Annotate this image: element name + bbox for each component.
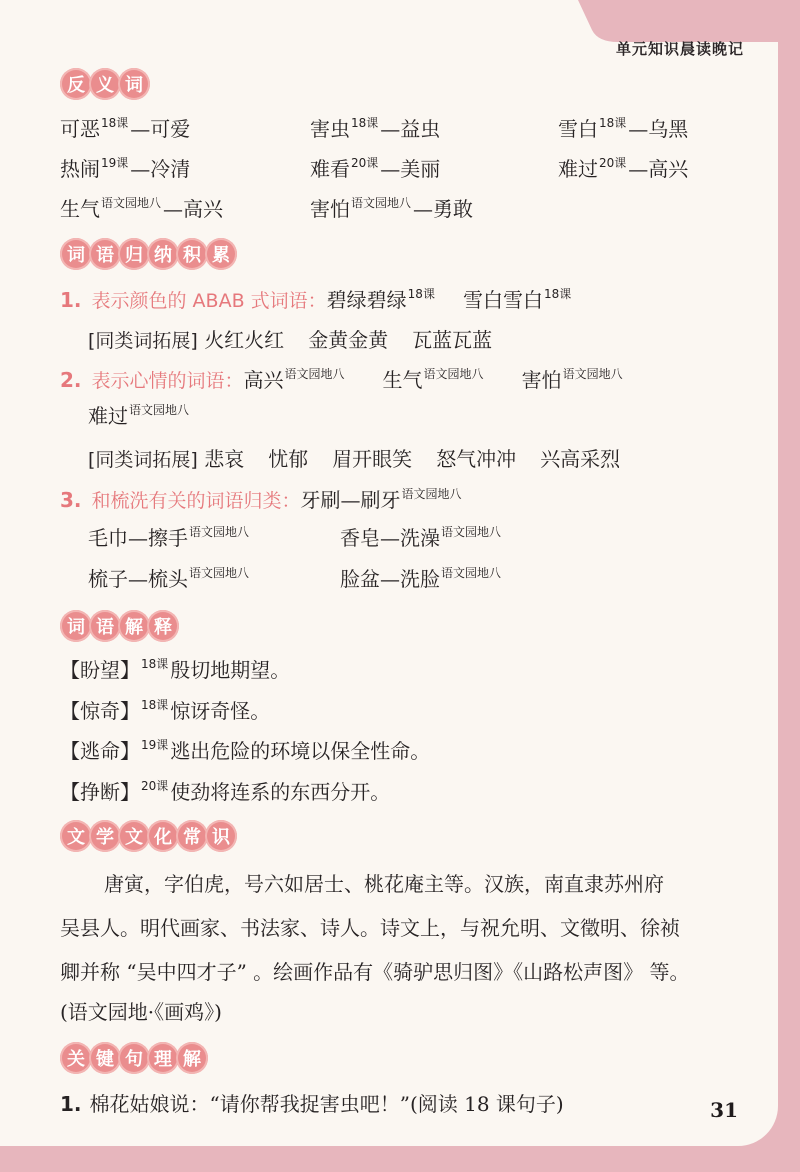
antonym-pair: 难看$^{20课}$ —美丽: [310, 156, 441, 181]
definition-entry: 【盼望】$^{18课}$ 殷切地期望。: [60, 657, 291, 682]
list-item-washing: 3. 和梳洗有关的词语归类：牙刷—刷牙$^{语文园地八}$: [60, 487, 462, 512]
section-title-literature: 文 学 文 化 常 识: [60, 820, 234, 852]
antonym-pair: 难过$^{20课}$ —高兴: [558, 156, 689, 181]
antonym-pair: 害怕$^{语文园地八}$ —勇敢: [310, 196, 474, 221]
antonym-pair: 可恶$^{18课}$ —可爱: [60, 116, 191, 141]
paragraph-line: 卿并称 “吴中四才子” 。绘画作品有《骑驴思归图》《山路松声图》 等。: [60, 960, 690, 984]
section-title-key-sentences: 关 键 句 理 解: [60, 1042, 205, 1074]
antonym-pair: 害虫$^{18课}$ —益虫: [310, 116, 441, 141]
extension-colors: [同类词拓展] 火红火红 金黄金黄 瓦蓝瓦蓝: [88, 328, 493, 352]
literature-paragraph: [60, 862, 750, 1030]
extension-moods: [同类词拓展] 悲哀 忧郁 眉开眼笑 怒气冲冲 兴高采烈: [88, 447, 621, 471]
paragraph-line: 唐寅，字伯虎，号六如居士、桃花庵主等。汉族，南直隶苏州府: [104, 872, 664, 896]
page-number: 31: [710, 1098, 738, 1122]
running-head: 单元知识晨读晚记: [615, 40, 744, 58]
definition-entry: 【逃命】$^{19课}$ 逃出危险的环境以保全性命。: [60, 738, 431, 763]
washing-pair: 香皂—洗澡$^{语文园地八}$: [340, 525, 502, 550]
washing-pair: 毛巾—擦手$^{语文园地八}$: [88, 525, 250, 550]
section-title-explanations: 词 语 解 释: [60, 610, 176, 642]
key-sentence-item: 1. 棉花姑娘说：“请你帮我捉害虫吧！”(阅读 18 课句子): [60, 1092, 564, 1116]
antonym-pair: 热闹$^{19课}$ —冷清: [60, 156, 191, 181]
antonym-pair: 雪白$^{18课}$ —乌黑: [558, 116, 689, 141]
list-item-moods-cont: 难过$^{语文园地八}$: [88, 403, 190, 428]
definition-entry: 【挣断】$^{20课}$ 使劲将连系的东西分开。: [60, 779, 391, 804]
list-item-moods: 2. 表示心情的词语：高兴$^{语文园地八}$ 生气$^{语文园地八}$ 害怕$^{语文园地八}$: [60, 367, 623, 392]
corner-tab-decoration: [578, 0, 778, 42]
definition-entry: 【惊奇】$^{18课}$ 惊讶奇怪。: [60, 698, 271, 723]
washing-pair: 梳子—梳头$^{语文园地八}$: [88, 566, 250, 591]
antonym-pair: 生气$^{语文园地八}$ —高兴: [60, 196, 224, 221]
section-title-antonyms: 反 义 词: [60, 68, 147, 100]
list-item-colors: 1. 表示颜色的 ABAB 式词语：碧绿碧绿$^{18课}$ 雪白雪白$^{18课}$: [60, 287, 572, 312]
paragraph-line: (语文园地·《画鸡》): [60, 1000, 222, 1024]
washing-pair: 脸盆—洗脸$^{语文园地八}$: [340, 566, 502, 591]
section-title-accumulation: 词 语 归 纳 积 累: [60, 238, 234, 270]
paragraph-line: 吴县人。明代画家、书法家、诗人。诗文上，与祝允明、文徵明、徐祯: [60, 916, 680, 940]
